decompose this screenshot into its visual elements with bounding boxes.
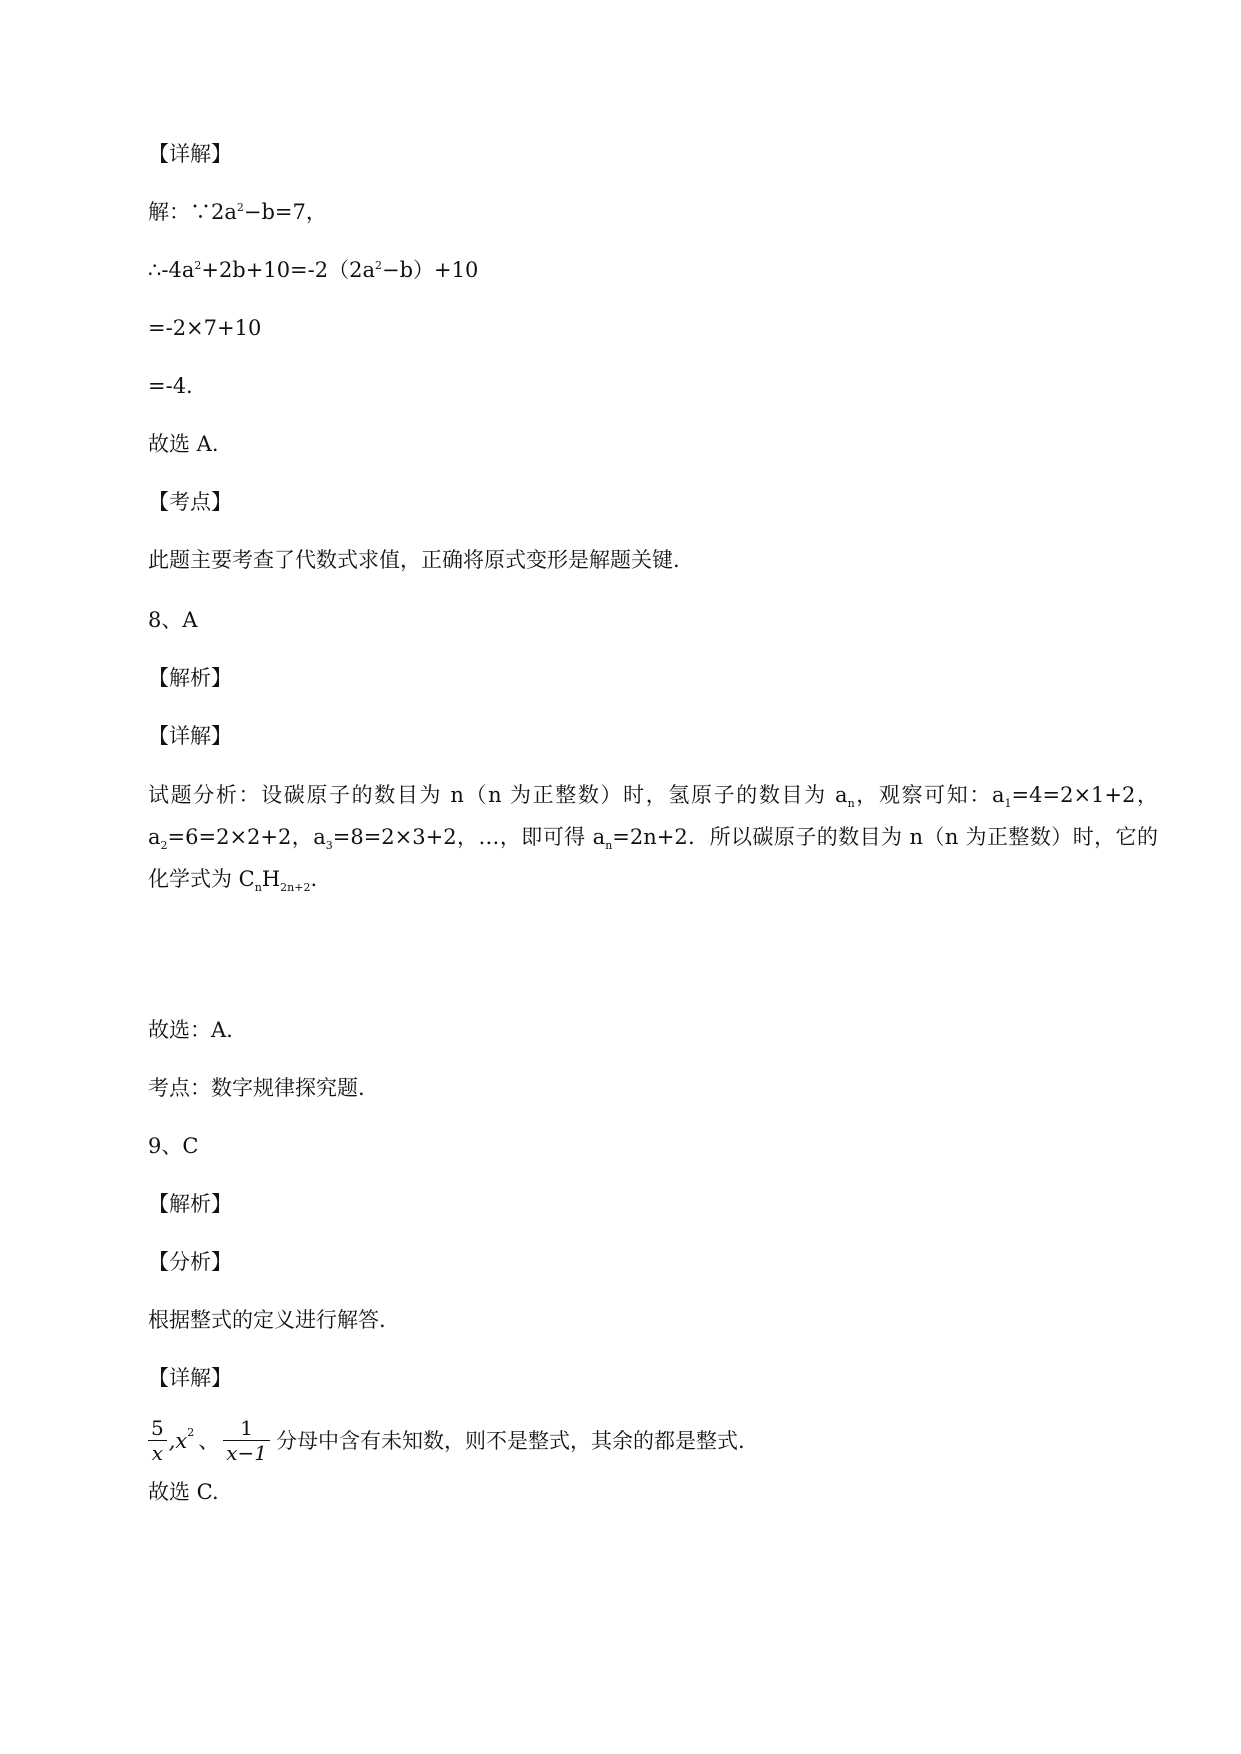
text: =6=2×2+2，a <box>167 825 326 849</box>
subscript: 2 <box>160 839 168 852</box>
text: ,x <box>168 1428 188 1453</box>
answer-choice-7 <box>148 430 219 458</box>
text: +2b+10=-2（2a <box>201 258 375 282</box>
subscript: n <box>847 797 855 810</box>
fraction-1-over-x-minus-1 <box>223 1416 270 1465</box>
question-9-answer <box>148 1132 198 1160</box>
text: 故选：A. <box>148 1018 233 1042</box>
heading-point <box>148 488 232 516</box>
superscript: 2 <box>236 201 244 214</box>
heading-analysis <box>148 664 232 692</box>
text: 此题主要考查了代数式求值，正确将原式变形是解题关键. <box>148 548 680 572</box>
fraction-5-over-x <box>148 1416 167 1465</box>
separator: 、 <box>198 1428 220 1453</box>
denominator: x <box>151 1441 163 1465</box>
subscript: 1 <box>1004 797 1012 810</box>
text: 【详解】 <box>148 724 232 748</box>
numerator: 5 <box>148 1416 167 1441</box>
text: 分母中含有未知数，则不是整式，其余的都是整式. <box>276 1428 745 1453</box>
subscript: n <box>605 839 613 852</box>
text: 8、A <box>148 608 198 632</box>
text: =2n+2．所以碳原子的数目为 n（n 为正整数）时，它的化学式为 C <box>148 825 1158 891</box>
answer-choice-8 <box>148 1016 233 1044</box>
text: . <box>310 867 318 891</box>
text: 【解析】 <box>148 1192 232 1216</box>
text: 试题分析：设碳原子的数目为 n（n 为正整数）时，氢原子的数目为 a <box>148 783 848 807</box>
text: =4=2×1+2，a <box>148 783 1158 849</box>
text: −b=7， <box>243 200 327 224</box>
text: =-4. <box>148 374 193 398</box>
denominator: x−1 <box>226 1441 268 1465</box>
solution-step-1 <box>148 256 478 284</box>
heading-detail <box>148 722 232 750</box>
subscript: 3 <box>325 839 333 852</box>
text: =8=2×3+2，…，即可得 a <box>332 825 606 849</box>
text: ∴-4a <box>148 258 195 282</box>
heading-breakdown <box>148 1248 232 1276</box>
question-8-answer <box>148 606 198 634</box>
superscript: 2 <box>194 259 202 272</box>
breakdown-text <box>148 1306 386 1334</box>
text: 【详解】 <box>148 1366 232 1390</box>
solution-step-2 <box>148 314 261 342</box>
subscript: n <box>254 881 262 894</box>
text: H <box>261 867 281 891</box>
text: 【解析】 <box>148 666 232 690</box>
heading-detail <box>148 140 232 168</box>
point-summary <box>148 546 680 574</box>
text: 【分析】 <box>148 1250 232 1274</box>
text: 故选 C. <box>148 1480 219 1504</box>
text: −b）+10 <box>382 258 479 282</box>
text: 考点：数字规律探究题. <box>148 1076 365 1100</box>
math-expression-line: $\frac{5}{x}$ ,x 2 、 $\frac{1}{x-1}$ 分母中含有未知数，则不是整式，其余的都是整式. <box>148 1416 745 1465</box>
analysis-paragraph <box>148 774 1158 900</box>
solution-step-3 <box>148 372 193 400</box>
heading-detail <box>148 1364 232 1392</box>
text: 【详解】 <box>148 142 232 166</box>
superscript: 2 <box>375 259 382 272</box>
text: 9、C <box>148 1134 199 1158</box>
point-summary <box>148 1074 365 1102</box>
numerator: 1 <box>223 1416 270 1441</box>
text: ，观察可知：a <box>854 783 1005 807</box>
subscript: 2n+2 <box>280 881 311 894</box>
text: 根据整式的定义进行解答. <box>148 1308 386 1332</box>
text: 故选 A. <box>148 432 219 456</box>
heading-analysis <box>148 1190 232 1218</box>
text: 【考点】 <box>148 490 232 514</box>
text: 解：∵2a <box>148 200 237 224</box>
solution-given <box>148 198 327 226</box>
text: =-2×7+10 <box>148 316 262 340</box>
answer-choice-9 <box>148 1478 219 1506</box>
